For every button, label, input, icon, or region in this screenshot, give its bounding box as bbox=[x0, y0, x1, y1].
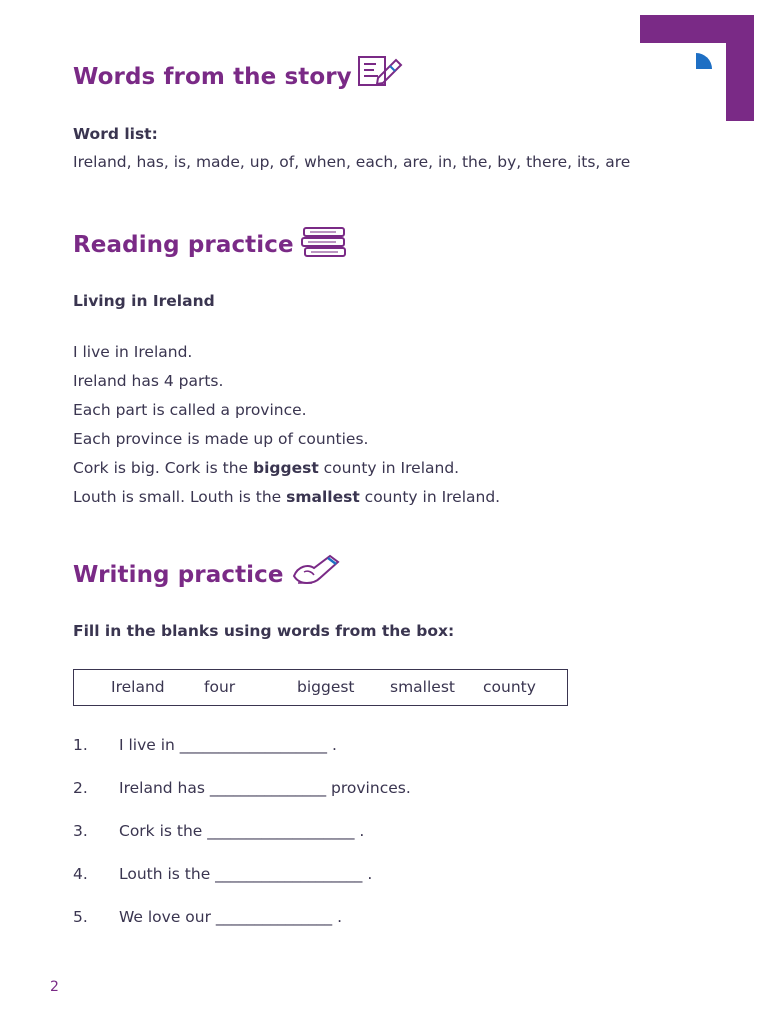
word-box bbox=[73, 669, 568, 706]
item-number: 4. bbox=[73, 865, 88, 883]
fill-blank-item: Ireland has _______________ provinces. bbox=[119, 779, 411, 797]
reading-line-text: Louth is small. Louth is the bbox=[73, 488, 287, 506]
word-list: Ireland, has, is, made, up, of, when, each, are, in, the, by, there, its, are bbox=[73, 153, 631, 171]
fill-blank-item: We love our _______________ . bbox=[119, 908, 343, 926]
writing-hand-icon bbox=[290, 550, 342, 588]
box-word: smallest bbox=[390, 678, 455, 696]
box-word: four bbox=[204, 678, 236, 696]
words-section-title: Words from the story bbox=[73, 64, 352, 90]
item-number: 1. bbox=[73, 736, 88, 754]
reading-line bbox=[73, 488, 500, 506]
writing-section-title: Writing practice bbox=[73, 562, 284, 588]
box-word: biggest bbox=[297, 678, 355, 696]
reading-line: Each province is made up of counties. bbox=[73, 430, 369, 448]
bold-word: biggest bbox=[252, 459, 319, 477]
item-number: 2. bbox=[73, 779, 88, 797]
fill-blank-item: Cork is the ___________________ . bbox=[119, 822, 365, 840]
bold-word: smallest bbox=[286, 488, 360, 506]
reading-line: Ireland has 4 parts. bbox=[73, 372, 224, 390]
reading-line-text: county in Ireland. bbox=[318, 459, 460, 477]
box-word: county bbox=[483, 678, 536, 696]
reading-section-title: Reading practice bbox=[73, 232, 294, 258]
fill-blank-item: Louth is the ___________________ . bbox=[119, 865, 373, 883]
box-word: Ireland bbox=[111, 678, 165, 696]
corner-decoration bbox=[640, 15, 754, 121]
reading-line: Each part is called a province. bbox=[73, 401, 307, 419]
reading-line-text: Cork is big. Cork is the bbox=[73, 459, 253, 477]
word-list-label: Word list: bbox=[73, 125, 158, 143]
notepad-pencil-icon bbox=[356, 54, 404, 90]
item-number: 3. bbox=[73, 822, 88, 840]
reading-line-text: county in Ireland. bbox=[359, 488, 501, 506]
reading-line bbox=[73, 459, 459, 477]
reading-subtitle: Living in Ireland bbox=[73, 292, 215, 310]
writing-instruction: Fill in the blanks using words from the box: bbox=[73, 622, 455, 640]
item-number: 5. bbox=[73, 908, 88, 926]
reading-line: I live in Ireland. bbox=[73, 343, 193, 361]
page-number: 2 bbox=[50, 979, 59, 995]
books-stack-icon bbox=[300, 225, 348, 259]
fill-blank-item: I live in ___________________ . bbox=[119, 736, 337, 754]
